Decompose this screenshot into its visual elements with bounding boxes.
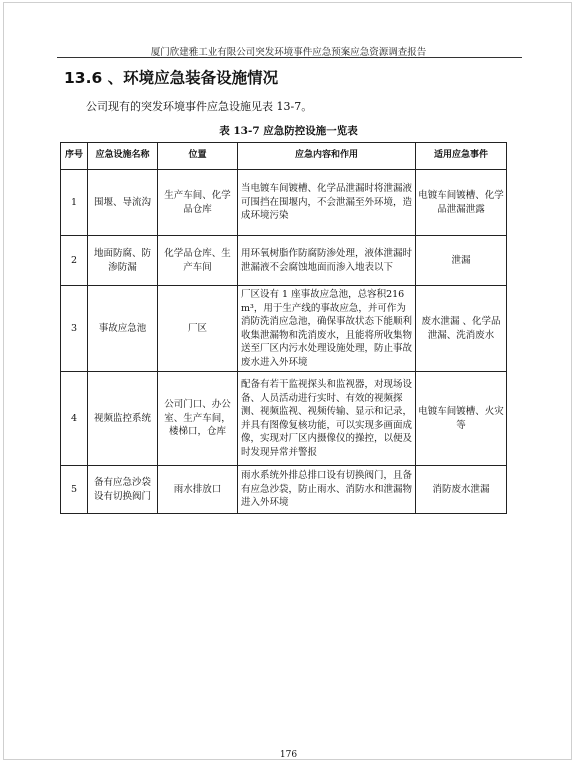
intro-paragraph: 公司现有的突发环境事件应急设施见表 13-7。 — [86, 100, 313, 113]
cell-location: 公司门口、办公室、生产车间，楼梯口，仓库 — [158, 372, 238, 466]
header-event: 适用应急事件 — [416, 143, 507, 170]
cell-content: 当电镀车间镀槽、化学品泄漏时将泄漏液可围挡在围堰内，不会泄漏至外环境，造成环境污染 — [238, 170, 416, 236]
section-title: 13.6 、环境应急装备设施情况 — [64, 69, 279, 87]
cell-event: 消防废水泄漏 — [416, 466, 507, 514]
cell-no: 4 — [61, 372, 88, 466]
table-header-row — [61, 143, 507, 170]
emergency-facilities-table — [60, 142, 507, 514]
cell-event: 泄漏 — [416, 236, 507, 286]
cell-facility-name: 事故应急池 — [88, 286, 158, 372]
cell-content: 用环氧树脂作防腐防渗处理，液体泄漏时泄漏液不会腐蚀地面而渗入地表以下 — [238, 236, 416, 286]
cell-no: 2 — [61, 236, 88, 286]
cell-location: 雨水排放口 — [158, 466, 238, 514]
cell-no: 1 — [61, 170, 88, 236]
header-location: 位置 — [158, 143, 238, 170]
table-row — [61, 170, 507, 236]
cell-event: 电镀车间镀槽、化学品泄漏泄露 — [416, 170, 507, 236]
table-row — [61, 466, 507, 514]
cell-location: 生产车间、化学品仓库 — [158, 170, 238, 236]
header-content: 应急内容和作用 — [238, 143, 416, 170]
cell-no: 3 — [61, 286, 88, 372]
cell-event: 废水泄漏 、化学品泄漏、洗消废水 — [416, 286, 507, 372]
cell-facility-name: 视频监控系统 — [88, 372, 158, 466]
table-caption: 表 13-7 应急防控设施一览表 — [219, 125, 358, 137]
cell-no: 5 — [61, 466, 88, 514]
cell-event: 电镀车间镀槽、火灾等 — [416, 372, 507, 466]
table-row — [61, 236, 507, 286]
cell-content: 厂区设有 1 座事故应急池，总容积216m³，用于生产线的事故应急，并可作为消防洗消应急池，确保事故状态下能顺利收集泄漏物和洗消废水，且能将所收集物送至厂区内污水处理设施处理，防止事故废水进入外环境 — [238, 286, 416, 372]
page-number: 176 — [279, 750, 298, 760]
cell-facility-name: 备有应急沙袋设有切换阀门 — [88, 466, 158, 514]
header-no: 序号 — [61, 143, 88, 170]
cell-content: 配备有若干监视探头和监视器，对现场设备、人员活动进行实时、有效的视频探测、视频监视、视频传输、显示和记录，并具有图像复核功能，可以实现多画面成像，实现对厂区内摄像仪的操控，以便及时发现异常并警报 — [238, 372, 416, 466]
table-row — [61, 286, 507, 372]
header-facility-name: 应急设施名称 — [88, 143, 158, 170]
table-row — [61, 372, 507, 466]
cell-facility-name: 围堰、导流沟 — [88, 170, 158, 236]
cell-facility-name: 地面防腐、防渗防漏 — [88, 236, 158, 286]
cell-content: 雨水系统外排总排口设有切换阀门，且备有应急沙袋，防止雨水、消防水和泄漏物进入外环境 — [238, 466, 416, 514]
running-header: 厦门欣建雅工业有限公司突发环境事件应急预案应急资源调查报告 — [150, 47, 427, 58]
cell-location: 厂区 — [158, 286, 238, 372]
header-rule — [57, 57, 522, 58]
cell-location: 化学品仓库、生产车间 — [158, 236, 238, 286]
